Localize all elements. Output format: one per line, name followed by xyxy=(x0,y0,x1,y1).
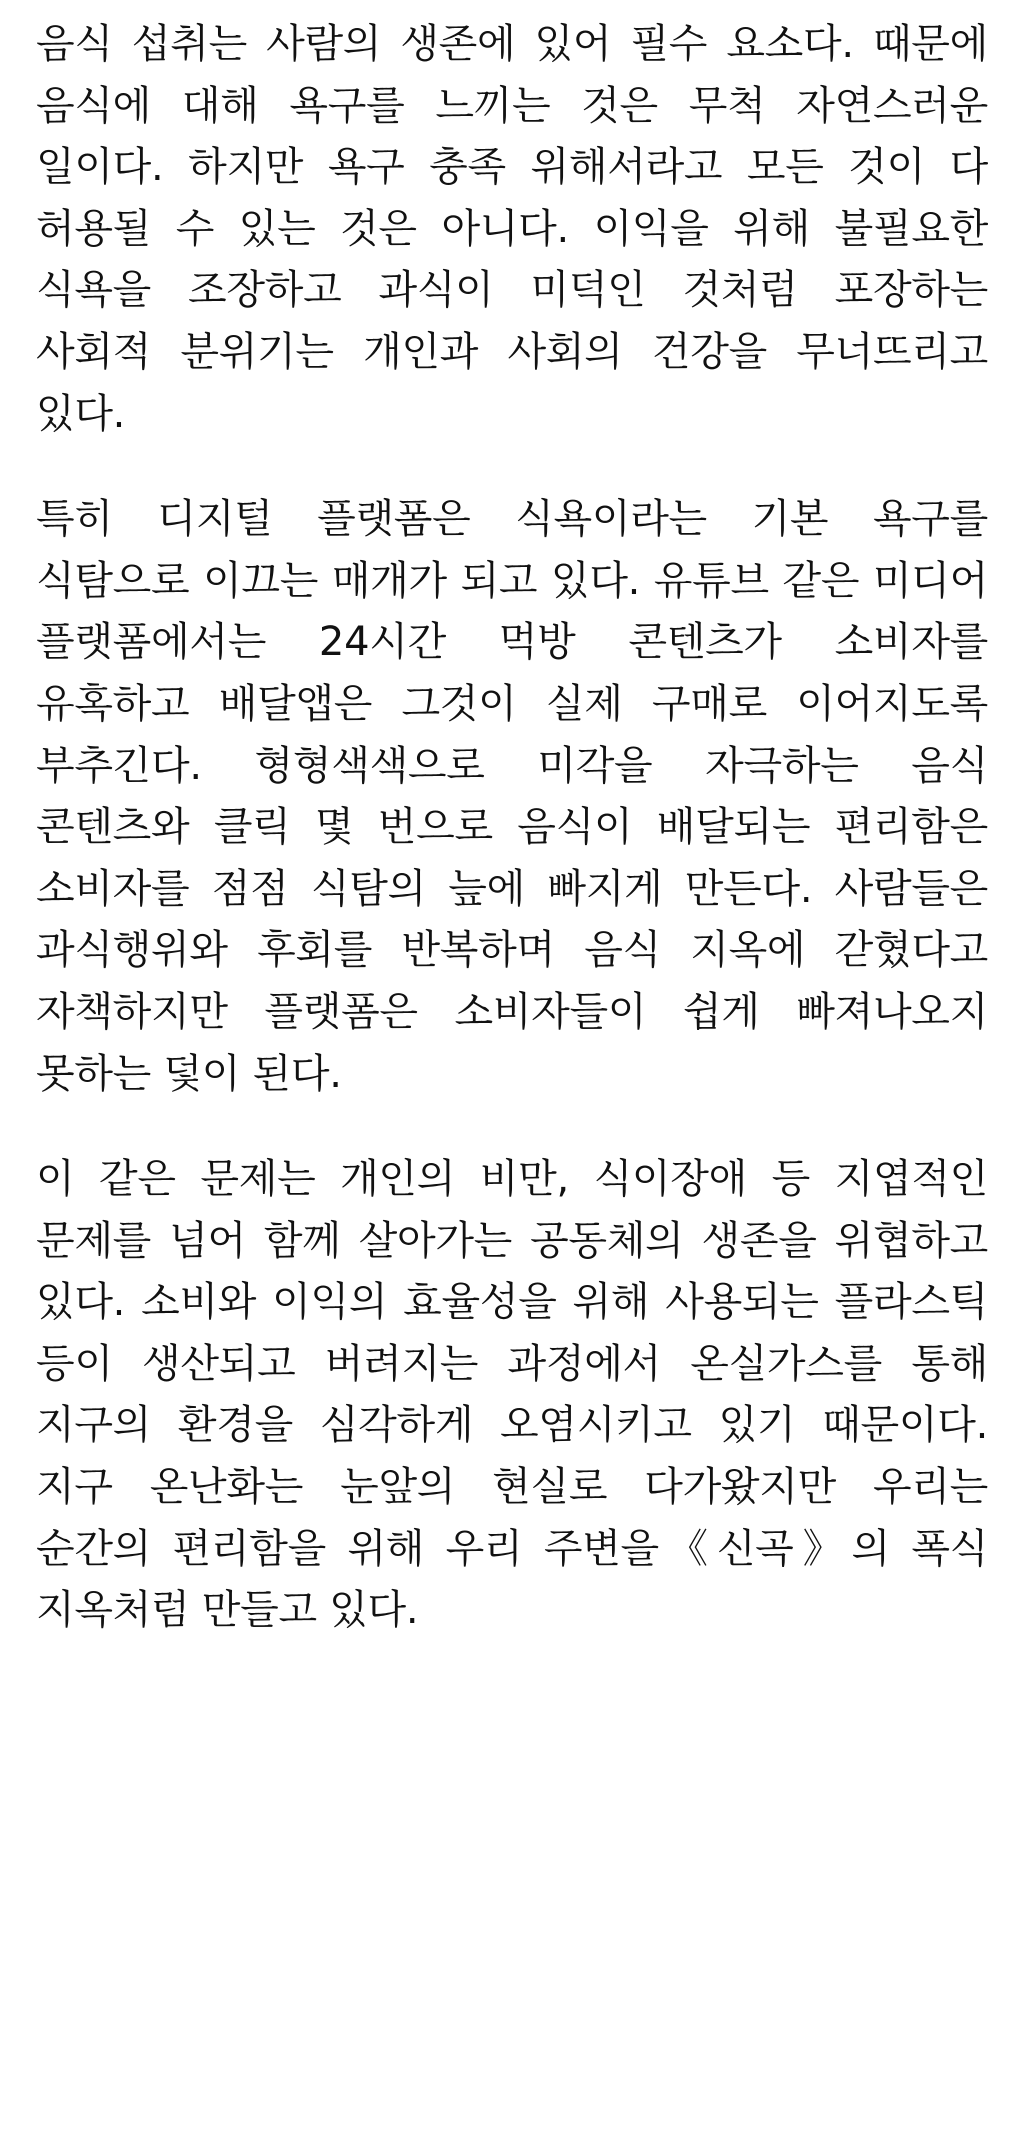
paragraph-3: 이 같은 문제는 개인의 비만, 식이장애 등 지엽적인 문제를 넘어 함께 살아가는 공동체의 생존을 위협하고 있다. 소비와 이익의 효율성을 위해 사용되는 플라스틱 등이 생산되고 버려지는 과정에서 온실가스를 통해 지구의 환경을 심각하게 오염시키고 있기 때문이다. 지구 온난화는 눈앞의 현실로 다가왔지만 우리는 순간의 편리함을 위해 우리 주변을《신곡》의 폭식 지옥처럼 만들고 있다. xyxy=(36,1156,988,1634)
paragraph-2: 특히 디지털 플랫폼은 식욕이라는 기본 욕구를 식탐으로 이끄는 매개가 되고 있다. 유튜브 같은 미디어 플랫폼에서는 24시간 먹방 콘텐츠가 소비자를 유혹하고 배달앱은 그것이 실제 구매로 이어지도록 부추긴다. 형형색색으로 미각을 자극하는 음식 콘텐츠와 클릭 몇 번으로 음식이 배달되는 편리함은 소비자를 점점 식탐의 늪에 빠지게 만든다. 사람들은 과식행위와 후회를 반복하며 음식 지옥에 갇혔다고 자책하지만 플랫폼은 소비자들이 쉽게 빠져나오지 못하는 덫이 된다. xyxy=(36,496,988,1097)
paragraph-1: 음식 섭취는 사람의 생존에 있어 필수 요소다. 때문에 음식에 대해 욕구를 느끼는 것은 무척 자연스러운 일이다. 하지만 욕구 충족 위해서라고 모든 것이 다 허용될 수 있는 것은 아니다. 이익을 위해 불필요한 식욕을 조장하고 과식이 미덕인 것처럼 포장하는 사회적 분위기는 개인과 사회의 건강을 무너뜨리고 있다. xyxy=(36,21,988,437)
